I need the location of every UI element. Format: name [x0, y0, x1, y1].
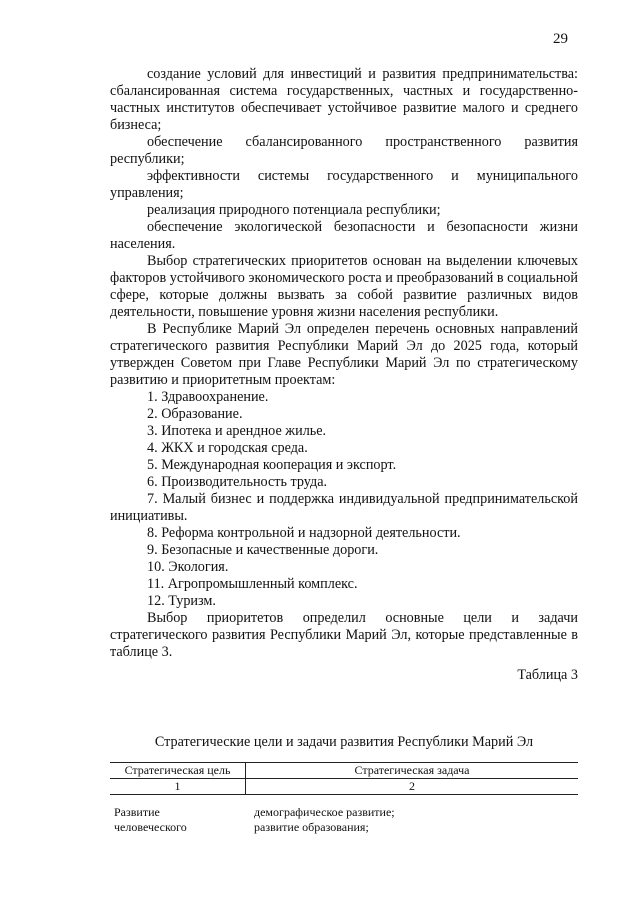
- table-cell-goal: Развитие: [114, 805, 160, 819]
- list-item: 11. Агропромышленный комплекс.: [147, 576, 358, 592]
- table-number-row: [110, 779, 578, 795]
- paragraph: В Республике Марий Эл определен перечень основных направлений стратегического развития Республики Марий Эл до 2025 года, который утвержден Советом при Главе Республики Марий Эл по стратегическому развитию и приоритетным проектам:: [110, 321, 578, 388]
- table-column-number: 1: [110, 779, 246, 794]
- table-cell-task: развитие образования;: [254, 820, 369, 834]
- list-item: 6. Производительность труда.: [147, 474, 328, 490]
- list-item: 12. Туризм.: [147, 593, 216, 609]
- paragraph: создание условий для инвестиций и развития предпринимательства: сбалансированная система государственных, частных и государственно-частных институтов обеспечивает устойчивое развитие малого и среднего бизнеса;: [110, 66, 578, 133]
- paragraph: Выбор стратегических приоритетов основан на выделении ключевых факторов устойчивого экономического роста и преобразований в социальной сфере, которые должны вызвать за собой развитие различных видов деятельности, повышение уровня жизни населения республики.: [110, 253, 578, 320]
- page-number: 29: [553, 31, 568, 47]
- list-item: 4. ЖКХ и городская среда.: [147, 440, 308, 456]
- goals-table: [110, 762, 578, 835]
- list-item: 8. Реформа контрольной и надзорной деятельности.: [147, 525, 461, 541]
- list-item: 5. Международная кооперация и экспорт.: [147, 457, 397, 473]
- list-item: 2. Образование.: [147, 406, 243, 422]
- list-item: 7. Малый бизнес и поддержка индивидуальной предпринимательской инициативы.: [110, 491, 578, 524]
- body-text: [110, 66, 578, 684]
- table-header-goal: Стратегическая цель: [110, 763, 246, 778]
- paragraph: обеспечение экологической безопасности и безопасности жизни населения.: [110, 219, 578, 252]
- paragraph: реализация природного потенциала республики;: [147, 202, 441, 218]
- paragraph: обеспечение сбалансированного пространственного развития республики;: [110, 134, 578, 167]
- table-row: [110, 820, 578, 835]
- table-label: Таблица 3: [517, 667, 578, 683]
- paragraph: эффективности системы государственного и муниципального управления;: [110, 168, 578, 201]
- list-item: 1. Здравоохранение.: [147, 389, 269, 405]
- table-cell-task: демографическое развитие;: [254, 805, 395, 819]
- table-column-number: 2: [409, 779, 415, 793]
- list-item: 3. Ипотека и арендное жилье.: [147, 423, 327, 439]
- paragraph: Выбор приоритетов определил основные цели и задачи стратегического развития Республики Марий Эл, которые представленные в таблице 3.: [110, 610, 578, 660]
- table-header-row: [110, 762, 578, 779]
- list-item: 10. Экология.: [147, 559, 229, 575]
- table-cell-goal: человеческого: [114, 820, 187, 834]
- table-row: [110, 805, 578, 820]
- table-header-task: Стратегическая задача: [354, 763, 470, 777]
- list-item: 9. Безопасные и качественные дороги.: [147, 542, 379, 558]
- table-title: Стратегические цели и задачи развития Республики Марий Эл: [154, 734, 534, 750]
